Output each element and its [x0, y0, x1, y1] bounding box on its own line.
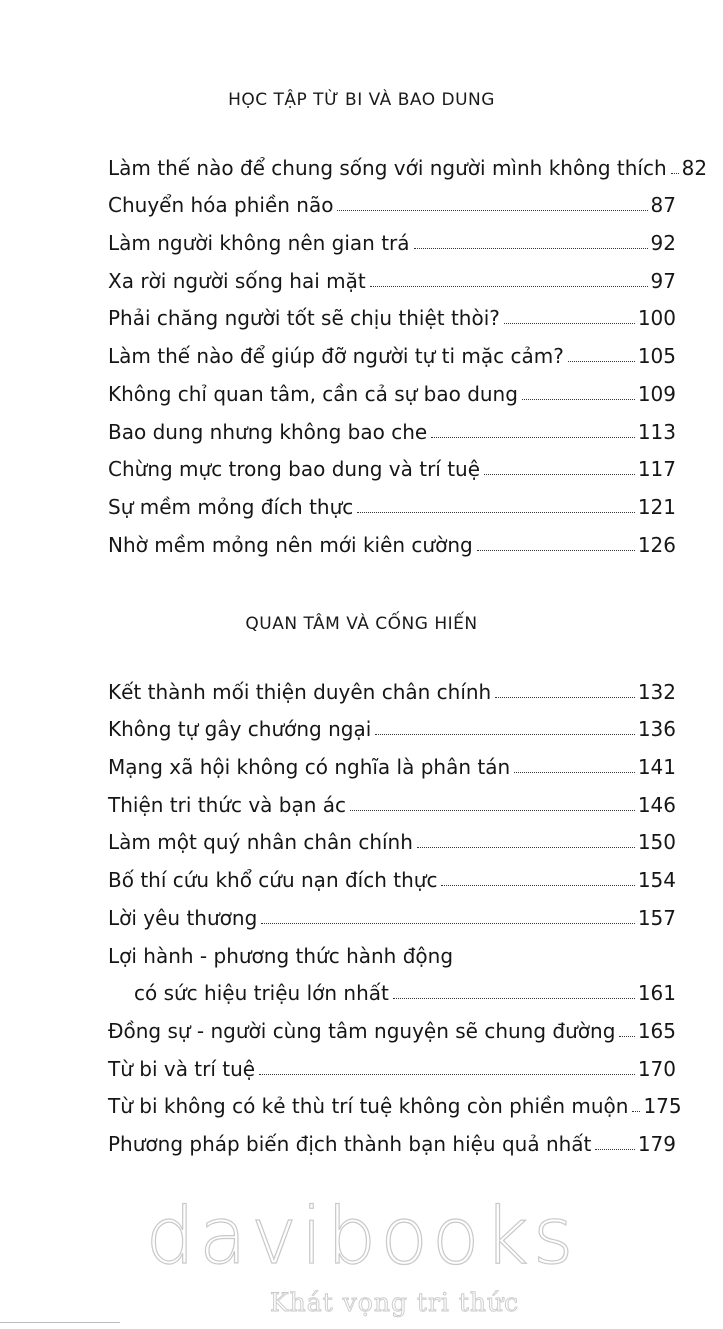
dot-leader: [357, 512, 635, 513]
toc-section-2: [108, 666, 682, 1156]
toc-entry: [108, 142, 708, 180]
section-title-1: HỌC TẬP TỪ BI VÀ BAO DUNG: [228, 90, 495, 110]
toc-entry-page: 92: [650, 231, 676, 256]
toc-entry-title: Đồng sự - người cùng tâm nguyện sẽ chung đường: [108, 1018, 616, 1043]
watermark-logo: [0, 1192, 723, 1282]
toc-entry: [108, 1005, 676, 1043]
toc-entry: [108, 704, 676, 742]
dot-leader: [522, 399, 635, 400]
page-edge-rule: [0, 1322, 120, 1323]
dot-leader: [375, 734, 635, 735]
toc-entry: [108, 368, 676, 406]
toc-entry-title: Phải chăng người tốt sẽ chịu thiệt thòi?: [108, 306, 500, 331]
dot-leader: [370, 286, 648, 287]
toc-entry: [108, 854, 676, 892]
toc-entry-title: Sự mềm mỏng đích thực: [108, 494, 354, 519]
dot-leader: [514, 772, 635, 773]
toc-entry-page: 87: [650, 193, 676, 218]
toc-entry: [108, 180, 676, 218]
toc-section-1: [108, 142, 708, 557]
toc-entry: [108, 406, 676, 444]
toc-entry-title: Làm thế nào để giúp đỡ người tự ti mặc cảm?: [108, 344, 564, 369]
toc-entry-title: Làm một quý nhân chân chính: [108, 830, 413, 855]
toc-entry-title: Xa rời người sống hai mặt: [108, 268, 366, 293]
toc-entry: [108, 817, 676, 855]
dot-leader: [261, 923, 635, 924]
toc-entry: [108, 741, 676, 779]
toc-entry-title: Từ bi và trí tuệ: [108, 1056, 256, 1081]
dot-leader: [417, 847, 635, 848]
dot-leader: [337, 210, 647, 211]
toc-entry-title: Không chỉ quan tâm, cần cả sự bao dung: [108, 381, 518, 406]
dot-leader: [350, 810, 635, 811]
toc-entry-page: 126: [637, 532, 676, 557]
toc-entry: [108, 444, 676, 482]
dot-leader: [441, 885, 634, 886]
toc-entry-title: Mạng xã hội không có nghĩa là phân tán: [108, 755, 511, 780]
toc-entry-line1: [108, 930, 676, 968]
toc-entry-page: 165: [637, 1018, 676, 1043]
toc-entry: [108, 217, 676, 255]
dot-leader: [504, 323, 635, 324]
toc-entry-page: 97: [650, 268, 676, 293]
toc-entry-page: 179: [637, 1131, 676, 1156]
toc-entry-page: 175: [643, 1094, 682, 1119]
toc-entry-page: 100: [637, 306, 676, 331]
toc-entry-title: Nhờ mềm mỏng nên mới kiên cường: [108, 532, 473, 557]
toc-entry-title: Từ bi không có kẻ thù trí tuệ không còn phiền muộn: [108, 1094, 629, 1119]
toc-entry-title: Phương pháp biến địch thành bạn hiệu quả nhất: [108, 1131, 592, 1156]
toc-entry-page: 157: [637, 905, 676, 930]
toc-entry: [108, 481, 676, 519]
toc-entry: [108, 892, 676, 930]
toc-entry-title: Làm thế nào để chung sống với người mình không thích: [108, 155, 667, 180]
toc-entry: [108, 255, 676, 293]
toc-entry-page: 150: [637, 830, 676, 855]
toc-entry: [108, 1043, 676, 1081]
toc-entry-page: 117: [637, 457, 676, 482]
toc-entry: [108, 330, 676, 368]
toc-entry-title: Làm người không nên gian trá: [108, 231, 410, 256]
dot-leader: [484, 474, 635, 475]
toc-entry-page: 141: [637, 755, 676, 780]
dot-leader: [393, 998, 635, 999]
toc-entry-page: 170: [637, 1056, 676, 1081]
toc-entry-title: Lời yêu thương: [108, 905, 258, 930]
toc-entry-page: 109: [637, 381, 676, 406]
toc-entry: [108, 779, 676, 817]
toc-entry-title: Kết thành mối thiện duyên chân chính: [108, 679, 492, 704]
toc-entry-title: Chừng mực trong bao dung và trí tuệ: [108, 457, 481, 482]
toc-entry: [108, 293, 676, 331]
toc-entry-title: Bố thí cứu khổ cứu nạn đích thực: [108, 868, 438, 893]
toc-entry-page: 105: [637, 344, 676, 369]
toc-entry-page: 132: [637, 679, 676, 704]
toc-entry: [108, 666, 676, 704]
toc-entry-title: Lợi hành - phương thức hành động: [108, 943, 454, 968]
dot-leader: [414, 248, 648, 249]
dot-leader: [431, 437, 635, 438]
toc-entry-page: 82: [681, 155, 708, 180]
toc-entry-title-continued: có sức hiệu triệu lớn nhất: [134, 981, 389, 1006]
dot-leader: [595, 1149, 634, 1150]
dot-leader: [671, 173, 679, 174]
dot-leader: [495, 697, 635, 698]
dot-leader: [259, 1074, 635, 1075]
dot-leader: [619, 1036, 634, 1037]
toc-entry-page: 121: [637, 494, 676, 519]
toc-entry-page: 136: [637, 717, 676, 742]
watermark-brand: davibooks: [145, 1192, 578, 1282]
toc-entry-page: 161: [637, 981, 676, 1006]
toc-entry-title: Bao dung nhưng không bao che: [108, 419, 428, 444]
dot-leader: [632, 1111, 640, 1112]
toc-entry-page: 113: [637, 419, 676, 444]
toc-entry: [108, 968, 676, 1006]
toc-entry-title: Thiện tri thức và bạn ác: [108, 792, 346, 817]
toc-entry-title: Chuyển hóa phiền não: [108, 193, 334, 218]
toc-entry: [108, 1118, 676, 1156]
toc-entry: [108, 1081, 682, 1119]
dot-leader: [477, 550, 635, 551]
section-title-2: QUAN TÂM VÀ CỐNG HIẾN: [245, 614, 478, 634]
toc-entry: [108, 519, 676, 557]
toc-entry-title: Không tự gây chướng ngại: [108, 717, 372, 742]
dot-leader: [568, 361, 635, 362]
toc-entry-page: 154: [637, 868, 676, 893]
watermark-slogan: Khát vọng tri thức: [270, 1288, 520, 1317]
toc-entry-page: 146: [637, 792, 676, 817]
